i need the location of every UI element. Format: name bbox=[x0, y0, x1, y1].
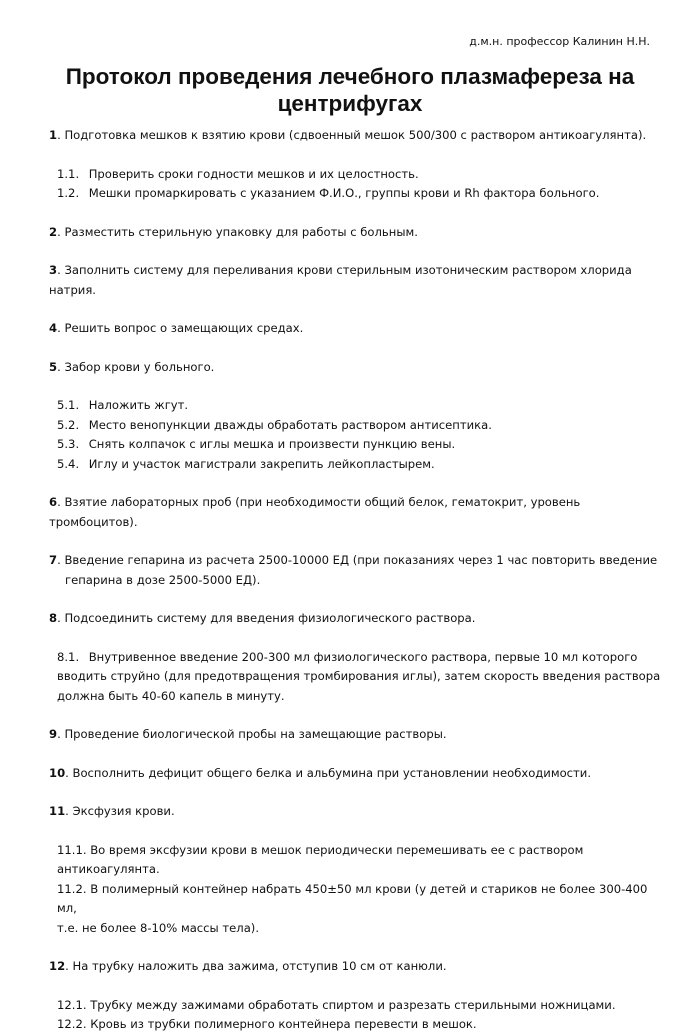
substep-text: Иглу и участок магистрали закрепить лейкопластырем. bbox=[88, 456, 435, 471]
substep-number: 8.1. bbox=[57, 649, 80, 664]
substep-number: 12.2. bbox=[57, 1017, 87, 1031]
step-1-substeps bbox=[49, 165, 669, 204]
step-text: . Подготовка мешков к взятию крови (сдвоенный мешок 500/300 с раствором антикоагулянта). bbox=[57, 128, 647, 142]
step-7-continued: гепарина в дозе 2500-5000 ЕД). bbox=[65, 572, 261, 587]
substep-number: 5.4. bbox=[57, 456, 80, 471]
substep-5-2 bbox=[57, 416, 669, 436]
substep-5-4 bbox=[57, 455, 669, 475]
step-number: 8 bbox=[49, 611, 58, 625]
step-9 bbox=[49, 725, 669, 745]
step-text: . Разместить стерильную упаковку для работы с больным. bbox=[57, 224, 418, 239]
step-number: 1 bbox=[49, 128, 58, 142]
step-number: 12 bbox=[49, 959, 66, 973]
substep-text: Во время эксфузии крови в мешок периодически перемешивать ее с раствором антикоагулянта. bbox=[57, 842, 584, 876]
substep-number: 1.2. bbox=[57, 186, 80, 200]
step-2 bbox=[49, 223, 669, 243]
step-text: . Взятие лабораторных проб (при необходимости общий белок, гематокрит, уровень тромбоцитов). bbox=[49, 495, 581, 529]
step-text: . Заполнить систему для переливания крови стерильным изотоническим раствором хлорида натрия. bbox=[49, 263, 632, 297]
step-12-substeps bbox=[49, 996, 669, 1035]
step-4 bbox=[49, 319, 669, 339]
title-line-2: центрифугах bbox=[277, 91, 423, 116]
substep-11-1 bbox=[57, 841, 669, 880]
substep-8-1-continued: должна быть 40-60 капель в минуту. bbox=[57, 688, 285, 703]
substep-12-1 bbox=[57, 996, 669, 1016]
substep-number: 5.1. bbox=[57, 398, 80, 412]
substep-11-2 bbox=[57, 880, 669, 919]
substep-text: Внутривенное введение 200-300 мл физиологического раствора, первые 10 мл которого bbox=[88, 649, 638, 664]
substep-text: Мешки промаркировать с указанием Ф.И.О., группы крови и Rh фактора больного. bbox=[88, 186, 600, 200]
page-title bbox=[0, 63, 700, 117]
step-text: . Подсоединить систему для введения физиологического раствора. bbox=[57, 611, 476, 625]
substep-11-2-continued: т.е. не более 8-10% массы тела). bbox=[57, 920, 260, 935]
step-number: 10 bbox=[49, 765, 66, 780]
step-number: 4 bbox=[49, 321, 58, 335]
step-11 bbox=[49, 802, 669, 822]
substep-text: Трубку между зажимами обработать спиртом и разрезать стерильными ножницами. bbox=[90, 997, 616, 1012]
substep-number: 5.3. bbox=[57, 437, 80, 451]
step-8-substeps bbox=[49, 648, 669, 707]
step-number: 11 bbox=[49, 804, 66, 818]
substep-12-2 bbox=[57, 1015, 669, 1035]
substep-text: Снять колпачок с иглы мешка и произвести пункцию вены. bbox=[88, 437, 456, 451]
step-text: . Эксфузия крови. bbox=[65, 804, 175, 818]
substep-5-3 bbox=[57, 435, 669, 455]
step-number: 3 bbox=[49, 263, 58, 277]
step-number: 5 bbox=[49, 359, 58, 374]
substep-text: Наложить жгут. bbox=[88, 398, 189, 412]
step-5 bbox=[49, 358, 669, 378]
substep-number: 1.1. bbox=[57, 166, 80, 181]
substep-number: 12.1. bbox=[57, 997, 87, 1012]
substep-5-1 bbox=[57, 396, 669, 416]
step-text: . Введение гепарина из расчета 2500-10000 ЕД (при показаниях через 1 час повторить введение bbox=[57, 553, 658, 567]
step-10 bbox=[49, 764, 669, 784]
step-text: . Восполнить дефицит общего белка и альбумина при установлении необходимости. bbox=[65, 765, 592, 780]
substep-number: 11.1. bbox=[57, 842, 87, 857]
step-number: 6 bbox=[49, 495, 58, 509]
substep-8-1-continued: вводить струйно (для предотвращения тромбирования иглы), затем скорость введения раствора bbox=[57, 669, 661, 683]
step-number: 7 bbox=[49, 553, 58, 567]
step-12 bbox=[49, 957, 669, 977]
substep-number: 5.2. bbox=[57, 417, 80, 432]
substep-1-1 bbox=[57, 165, 669, 185]
substep-text: Кровь из трубки полимерного контейнера перевести в мешок. bbox=[90, 1017, 477, 1031]
step-number: 9 bbox=[49, 727, 58, 741]
substep-number: 11.2. bbox=[57, 881, 87, 896]
step-text: . Забор крови у больного. bbox=[57, 359, 215, 374]
step-text: . На трубку наложить два зажима, отступив 10 см от канюли. bbox=[65, 959, 447, 973]
protocol-steps bbox=[49, 126, 669, 1035]
step-5-substeps bbox=[49, 396, 669, 474]
step-text: . Проведение биологической пробы на замещающие растворы. bbox=[57, 727, 447, 741]
step-number: 2 bbox=[49, 224, 58, 239]
substep-text: Место венопункции дважды обработать раствором антисептика. bbox=[88, 417, 492, 432]
title-line-1: Протокол проведения лечебного плазмафереза на bbox=[65, 64, 635, 89]
step-text: . Решить вопрос о замещающих средах. bbox=[57, 321, 304, 335]
step-8 bbox=[49, 609, 669, 629]
step-7 bbox=[49, 551, 669, 571]
step-1 bbox=[49, 126, 669, 146]
substep-8-1 bbox=[57, 648, 669, 668]
substep-text: Проверить сроки годности мешков и их целостность. bbox=[88, 166, 419, 181]
step-11-substeps bbox=[49, 841, 669, 939]
step-3 bbox=[49, 261, 669, 300]
substep-1-2 bbox=[57, 184, 669, 204]
step-6 bbox=[49, 493, 669, 532]
author-line: д.м.н. профессор Калинин Н.Н. bbox=[469, 35, 650, 48]
substep-text: В полимерный контейнер набрать 450±50 мл крови (у детей и стариков не более 300-400 мл, bbox=[57, 881, 648, 915]
